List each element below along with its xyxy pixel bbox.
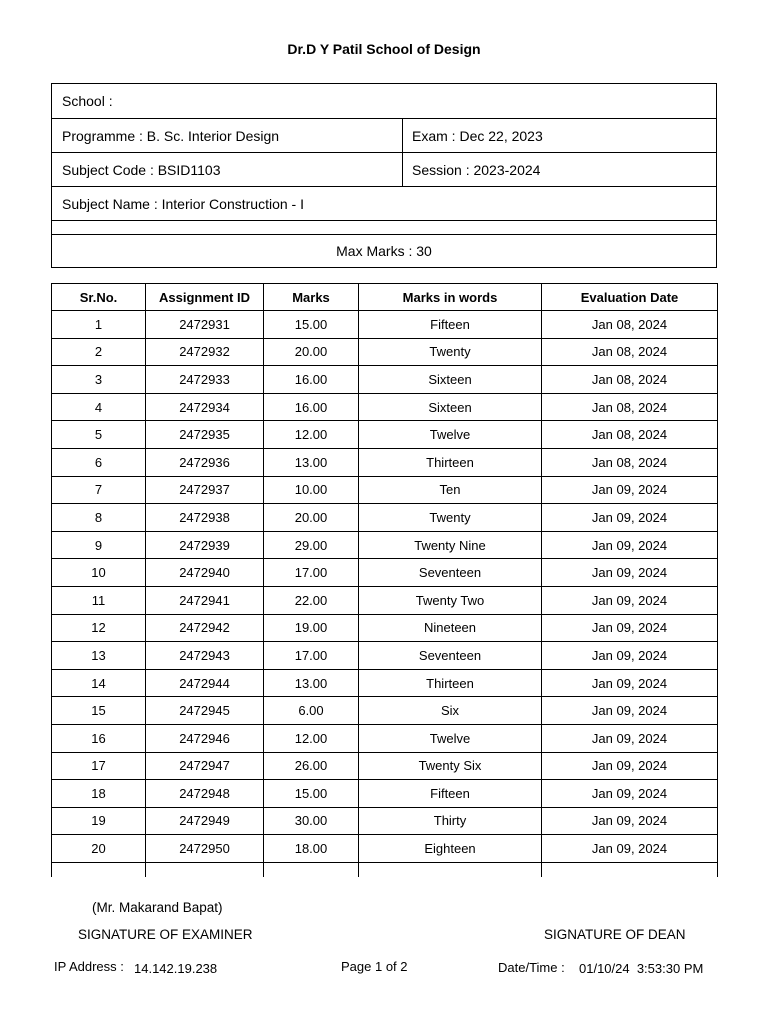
- marks-in-words-cell: Thirteen: [359, 669, 542, 697]
- marks-cell: 15.00: [264, 780, 359, 808]
- ip-address-value: 14.142.19.238: [134, 961, 218, 976]
- empty-cell: [146, 862, 264, 877]
- sr-no-cell: 15: [52, 697, 146, 725]
- table-row: [52, 504, 718, 532]
- marks-table-body: [52, 311, 718, 877]
- empty-cell: [359, 862, 542, 877]
- column-header-evaluation-date: Evaluation Date: [542, 284, 718, 311]
- sr-no-cell: 4: [52, 393, 146, 421]
- table-row: [52, 614, 718, 642]
- evaluation-date-cell: Jan 09, 2024: [542, 559, 718, 587]
- sr-no-cell: 9: [52, 531, 146, 559]
- table-row: [52, 393, 718, 421]
- marks-in-words-cell: Fifteen: [359, 311, 542, 339]
- table-row: [52, 752, 718, 780]
- evaluation-date-cell: Jan 08, 2024: [542, 448, 718, 476]
- dean-signature-label: SIGNATURE OF DEAN: [544, 927, 686, 942]
- evaluation-date-cell: Jan 09, 2024: [542, 724, 718, 752]
- assignment-id-cell: 2472934: [146, 393, 264, 421]
- document-title: Dr.D Y Patil School of Design: [287, 41, 481, 57]
- table-header-row: [52, 284, 718, 311]
- sr-no-cell: 18: [52, 780, 146, 808]
- marks-in-words-cell: Thirteen: [359, 448, 542, 476]
- marks-cell: 13.00: [264, 448, 359, 476]
- table-row: [52, 338, 718, 366]
- empty-cell: [264, 862, 359, 877]
- column-header-assignment-id: Assignment ID: [146, 284, 264, 311]
- assignment-id-cell: 2472932: [146, 338, 264, 366]
- empty-cell: [52, 862, 146, 877]
- info-row-subject-name: [52, 187, 716, 221]
- assignment-id-cell: 2472944: [146, 669, 264, 697]
- sr-no-cell: 14: [52, 669, 146, 697]
- assignment-id-cell: 2472948: [146, 780, 264, 808]
- evaluation-date-cell: Jan 09, 2024: [542, 504, 718, 532]
- evaluation-date-cell: Jan 09, 2024: [542, 780, 718, 808]
- marks-cell: 15.00: [264, 311, 359, 339]
- table-row: [52, 835, 718, 863]
- page-number: Page 1 of 2: [341, 959, 408, 974]
- sr-no-cell: 20: [52, 835, 146, 863]
- evaluation-date-cell: Jan 09, 2024: [542, 642, 718, 670]
- table-row: [52, 724, 718, 752]
- marks-in-words-cell: Sixteen: [359, 393, 542, 421]
- evaluation-date-cell: Jan 09, 2024: [542, 586, 718, 614]
- evaluation-date-cell: Jan 08, 2024: [542, 311, 718, 339]
- evaluation-date-cell: Jan 09, 2024: [542, 476, 718, 504]
- evaluation-date-cell: Jan 09, 2024: [542, 697, 718, 725]
- evaluation-date-cell: Jan 09, 2024: [542, 835, 718, 863]
- assignment-id-cell: 2472931: [146, 311, 264, 339]
- marks-in-words-cell: Twenty Nine: [359, 531, 542, 559]
- marks-cell: 13.00: [264, 669, 359, 697]
- datetime-value: 01/10/24 3:53:30 PM: [579, 961, 704, 976]
- sr-no-cell: 10: [52, 559, 146, 587]
- max-marks-field: Max Marks : 30: [336, 243, 432, 259]
- marks-cell: 16.00: [264, 393, 359, 421]
- evaluation-date-cell: Jan 08, 2024: [542, 393, 718, 421]
- marks-in-words-cell: Twenty Two: [359, 586, 542, 614]
- evaluation-date-cell: Jan 09, 2024: [542, 752, 718, 780]
- evaluation-date-cell: Jan 09, 2024: [542, 614, 718, 642]
- ip-address-label: IP Address :: [54, 959, 124, 974]
- table-row: [52, 559, 718, 587]
- sr-no-cell: 2: [52, 338, 146, 366]
- sr-no-cell: 17: [52, 752, 146, 780]
- table-row: [52, 780, 718, 808]
- datetime-label: Date/Time :: [498, 960, 565, 975]
- marks-in-words-cell: Sixteen: [359, 366, 542, 394]
- sr-no-cell: 3: [52, 366, 146, 394]
- subject-code-field: Subject Code : BSID1103: [62, 161, 221, 178]
- assignment-id-cell: 2472943: [146, 642, 264, 670]
- marks-in-words-cell: Twenty: [359, 338, 542, 366]
- sr-no-cell: 8: [52, 504, 146, 532]
- marks-in-words-cell: Twenty: [359, 504, 542, 532]
- exam-date-field: Exam : Dec 22, 2023: [402, 119, 716, 152]
- marks-cell: 30.00: [264, 807, 359, 835]
- marks-in-words-cell: Nineteen: [359, 614, 542, 642]
- marks-cell: 29.00: [264, 531, 359, 559]
- table-continuation-row: [52, 862, 718, 877]
- marks-cell: 12.00: [264, 421, 359, 449]
- assignment-id-cell: 2472933: [146, 366, 264, 394]
- info-row-subject-code: [52, 153, 716, 187]
- examiner-signature-label: SIGNATURE OF EXAMINER: [78, 927, 253, 942]
- assignment-id-cell: 2472938: [146, 504, 264, 532]
- marks-cell: 18.00: [264, 835, 359, 863]
- evaluation-date-cell: Jan 08, 2024: [542, 366, 718, 394]
- table-row: [52, 531, 718, 559]
- marks-in-words-cell: Ten: [359, 476, 542, 504]
- marks-table: [51, 283, 718, 877]
- marks-cell: 22.00: [264, 586, 359, 614]
- marks-cell: 10.00: [264, 476, 359, 504]
- table-row: [52, 807, 718, 835]
- marks-in-words-cell: Twelve: [359, 421, 542, 449]
- session-field: Session : 2023-2024: [402, 153, 716, 186]
- info-row-spacer: [52, 221, 716, 235]
- sr-no-cell: 13: [52, 642, 146, 670]
- marks-in-words-cell: Twenty Six: [359, 752, 542, 780]
- assignment-id-cell: 2472939: [146, 531, 264, 559]
- evaluation-date-cell: Jan 09, 2024: [542, 669, 718, 697]
- evaluation-date-cell: Jan 09, 2024: [542, 531, 718, 559]
- table-row: [52, 476, 718, 504]
- marks-cell: 12.00: [264, 724, 359, 752]
- sr-no-cell: 5: [52, 421, 146, 449]
- sr-no-cell: 19: [52, 807, 146, 835]
- assignment-id-cell: 2472935: [146, 421, 264, 449]
- marks-in-words-cell: Thirty: [359, 807, 542, 835]
- marks-cell: 20.00: [264, 504, 359, 532]
- assignment-id-cell: 2472947: [146, 752, 264, 780]
- marks-cell: 20.00: [264, 338, 359, 366]
- info-row-max-marks: [52, 235, 716, 267]
- marks-cell: 19.00: [264, 614, 359, 642]
- sr-no-cell: 7: [52, 476, 146, 504]
- evaluation-date-cell: Jan 08, 2024: [542, 338, 718, 366]
- info-row-programme: [52, 119, 716, 153]
- marks-in-words-cell: Seventeen: [359, 642, 542, 670]
- marks-in-words-cell: Twelve: [359, 724, 542, 752]
- assignment-id-cell: 2472945: [146, 697, 264, 725]
- table-row: [52, 448, 718, 476]
- sr-no-cell: 12: [52, 614, 146, 642]
- marks-cell: 26.00: [264, 752, 359, 780]
- assignment-id-cell: 2472941: [146, 586, 264, 614]
- assignment-id-cell: 2472950: [146, 835, 264, 863]
- sr-no-cell: 11: [52, 586, 146, 614]
- marks-in-words-cell: Fifteen: [359, 780, 542, 808]
- marks-cell: 17.00: [264, 559, 359, 587]
- empty-cell: [542, 862, 718, 877]
- table-row: [52, 642, 718, 670]
- assignment-id-cell: 2472946: [146, 724, 264, 752]
- marks-cell: 16.00: [264, 366, 359, 394]
- sr-no-cell: 6: [52, 448, 146, 476]
- assignment-id-cell: 2472942: [146, 614, 264, 642]
- marks-in-words-cell: Six: [359, 697, 542, 725]
- column-header-marks: Marks: [264, 284, 359, 311]
- table-row: [52, 311, 718, 339]
- marks-in-words-cell: Eighteen: [359, 835, 542, 863]
- marks-cell: 6.00: [264, 697, 359, 725]
- sr-no-cell: 16: [52, 724, 146, 752]
- table-row: [52, 586, 718, 614]
- subject-name-field: Subject Name : Interior Construction - I: [62, 195, 304, 212]
- examiner-name: (Mr. Makarand Bapat): [92, 900, 223, 915]
- table-row: [52, 669, 718, 697]
- table-row: [52, 697, 718, 725]
- school-field: School :: [62, 93, 113, 109]
- assignment-id-cell: 2472936: [146, 448, 264, 476]
- exam-info-box: [51, 83, 717, 268]
- column-header-sr-no: Sr.No.: [52, 284, 146, 311]
- column-header-marks-in-words: Marks in words: [359, 284, 542, 311]
- evaluation-date-cell: Jan 09, 2024: [542, 807, 718, 835]
- table-row: [52, 366, 718, 394]
- assignment-id-cell: 2472940: [146, 559, 264, 587]
- assignment-id-cell: 2472937: [146, 476, 264, 504]
- sr-no-cell: 1: [52, 311, 146, 339]
- assignment-id-cell: 2472949: [146, 807, 264, 835]
- marks-cell: 17.00: [264, 642, 359, 670]
- programme-field: Programme : B. Sc. Interior Design: [62, 127, 280, 144]
- table-row: [52, 421, 718, 449]
- info-row-school: [52, 84, 716, 119]
- evaluation-date-cell: Jan 08, 2024: [542, 421, 718, 449]
- marks-in-words-cell: Seventeen: [359, 559, 542, 587]
